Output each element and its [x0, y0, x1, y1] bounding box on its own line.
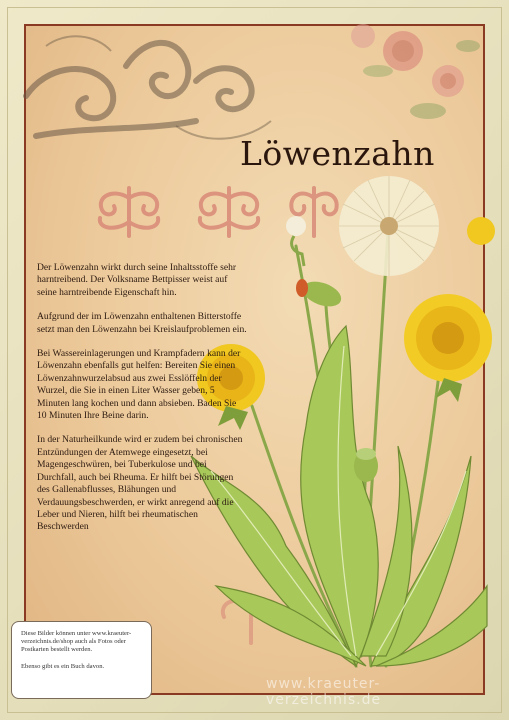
page-title: Löwenzahn [240, 134, 435, 173]
book-info-text: Ebenso gibt es ein Buch davon. [21, 662, 105, 670]
watermark: www.kraeuter-verzeichnis.de [266, 676, 382, 708]
paragraph-circulation: Aufgrund der im Löwenzahn enthaltenen Bitterstoffe setzt man den Löwenzahn bei Kreislaufproblemen ein. [37, 311, 247, 335]
seed-head [339, 176, 439, 276]
paragraph-naturopathy: In der Naturheilkunde wird er zudem bei chronischen Entzündungen der Atemwege eingesetzt, bei Magengeschwüren, bei Tuberkulose und bei Durchfall, auch bei Rheuma. Er hilft bei Störungen des Gallenabflusses, Blähungen und Verdauungsbeschwerden, er wirkt anregend auf die Leber und Nieren, hilft bei rheumatischen Beschwerden [37, 434, 243, 533]
poster-card [24, 24, 485, 708]
paragraph-varicose-veins: Bei Wassereinlagerungen und Krampfadern kann der Löwenzahn ebenfalls gut helfen: Bereiten Sie einen Löwenzahnwurzelabsud aus zwei Esslöffeln der Wurzel, die Sie in einen Liter Wasser geben, 5 Minuten lang kochen und dann absieben. Baden Sie 10 Minuten Ihre Beine darin. [37, 348, 241, 422]
shop-info-note [11, 621, 152, 699]
paragraph-diuretic: Der Löwenzahn wirkt durch seine Inhaltsstoffe sehr harntreibend. Der Volksname Bettpisser weist auf seine harntreibende Eigenschaft hin. [37, 262, 237, 298]
description-text [37, 262, 247, 546]
shop-info-text: Diese Bilder können unter www.kraeuter-verzeichnis.de/shop auch als Fotos oder Postkarten bestellt werden. [21, 630, 132, 654]
